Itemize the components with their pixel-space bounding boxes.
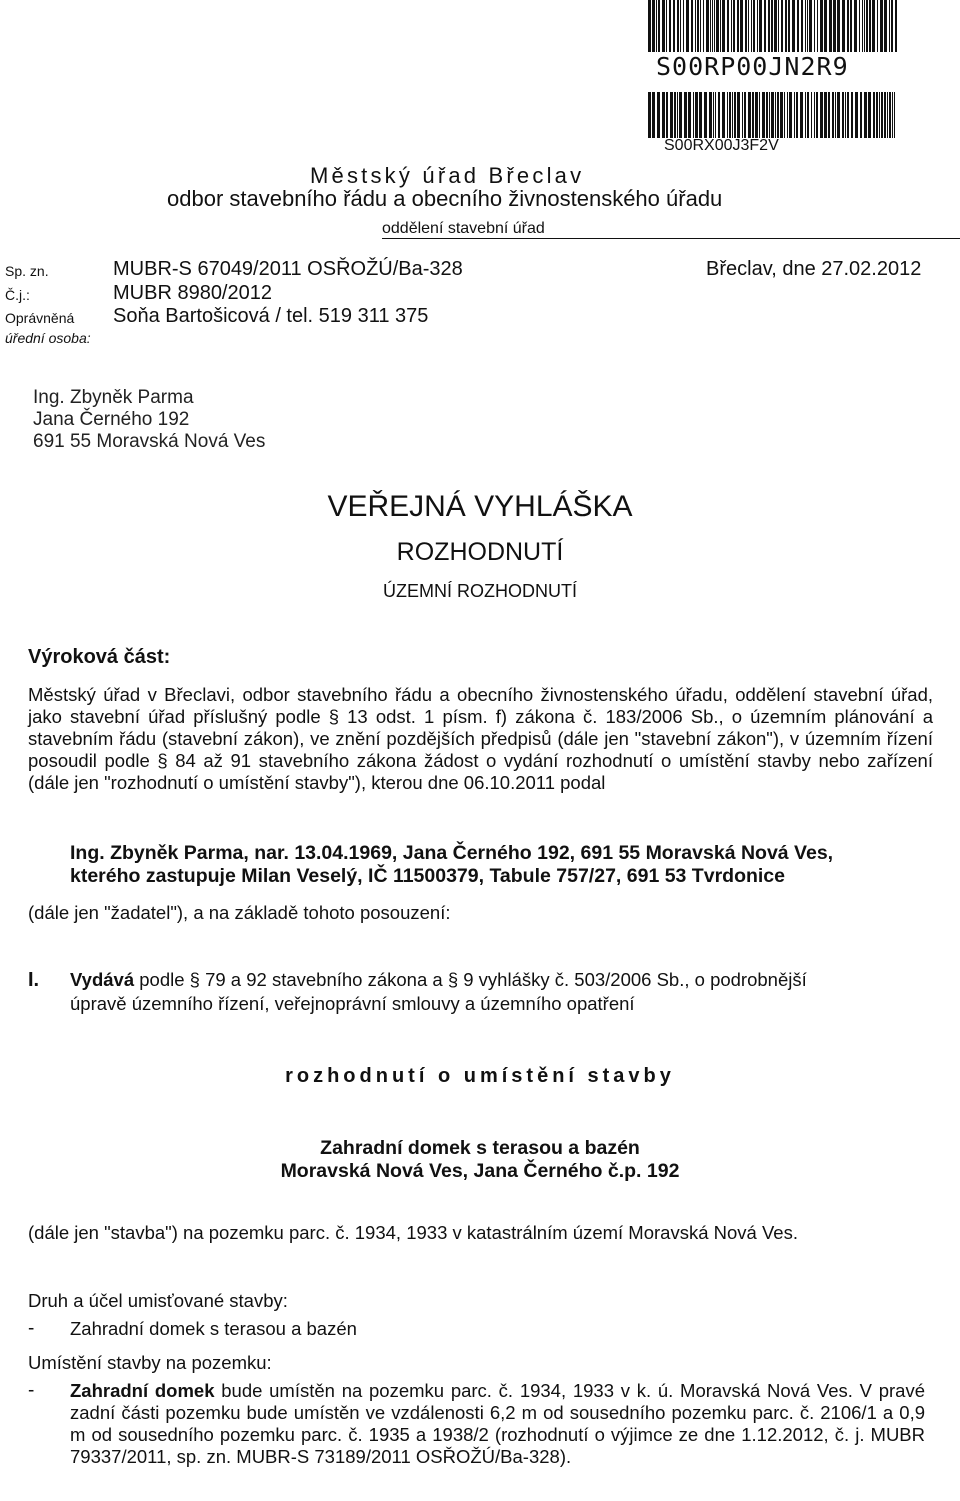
barcode-bar: [847, 0, 849, 52]
sp-zn-value: MUBR-S 67049/2011 OSŘOŽÚ/Ba-328: [113, 258, 463, 280]
placement-bold: Zahradní domek: [70, 1380, 215, 1401]
recipient-street: Jana Černého 192: [33, 409, 190, 430]
barcode-bar: [873, 92, 875, 138]
barcode-bar: [684, 92, 687, 138]
barcode-bar: [745, 0, 747, 52]
cj-value: MUBR 8980/2012: [113, 282, 272, 304]
barcode-bar: [864, 0, 865, 52]
barcode-bar: [829, 0, 832, 52]
barcode-bar: [887, 92, 888, 138]
barcode-bar: [785, 0, 787, 52]
barcode-bar: [748, 92, 751, 138]
barcode-bar: [766, 92, 768, 138]
barcode-bar: [778, 0, 779, 52]
title-public-notice: VEŘEJNÁ VYHLÁŠKA: [327, 490, 633, 523]
barcode-bar: [695, 0, 696, 52]
barcode-bar: [691, 0, 693, 52]
purpose-heading: Druh a účel umisťované stavby:: [28, 1290, 288, 1311]
barcode-bar: [884, 92, 886, 138]
header-divider: [382, 238, 960, 239]
barcode-bar: [732, 92, 733, 138]
barcode-bar: [683, 0, 684, 52]
barcode-bar: [757, 0, 758, 52]
barcode-bar: [697, 0, 699, 52]
barcode-bar: [733, 0, 735, 52]
intro-paragraph: Městský úřad v Břeclavi, odbor stavebního řádu a obecního živnostenského úřadu, oddělení stavební úřad, jako stavební úřad příslušný podle § 13 odst. 1 písm. f) zákona č. 183/2006 Sb., o územním plánování a stavebním řádu (stavební zákon), ve znění pozdějších předpisů (dále jen "stavební zákon"), v územním řízení posoudil podle § 84 až 91 stavebního zákona žádost o vydání rozhodnutí o umístění stavby nebo zařízení (dále jen "rozhodnutí o umístění stavby"), kterou dne 06.10.2011 podal: [28, 684, 933, 793]
barcode-bar: [889, 92, 891, 138]
barcode-bar: [768, 0, 770, 52]
barcode-bar: [794, 92, 795, 138]
barcode-bar: [864, 92, 867, 138]
barcode-code-top: S00RP00JN2R9: [656, 52, 849, 81]
barcode-bar: [722, 0, 725, 52]
barcode-bar: [709, 92, 712, 138]
barcode-bar: [740, 0, 743, 52]
barcode-bar: [892, 92, 893, 138]
placement-bullet: -: [28, 1380, 35, 1401]
barcode-bar: [850, 0, 852, 52]
barcode-bar: [820, 0, 823, 52]
barcode-bar: [652, 92, 655, 138]
barcode-bar: [774, 0, 777, 52]
barcode-bar: [784, 92, 785, 138]
item-line-2: úpravě územního řízení, veřejnoprávní smlouvy a územního opatření: [70, 993, 635, 1014]
barcode-bar: [788, 0, 790, 52]
barcode-bar: [775, 92, 776, 138]
barcode-bar: [895, 0, 897, 52]
item-number: I.: [28, 969, 40, 991]
applicant-line-2: kterého zastupuje Milan Veselý, IČ 11500379, Tabule 757/27, 691 53 Tvrdonice: [70, 865, 785, 887]
placement-heading: Umístění stavby na pozemku:: [28, 1352, 272, 1373]
barcode-bar: [695, 92, 698, 138]
barcode-bar: [854, 0, 857, 52]
barcode-bar: [820, 92, 823, 138]
barcode-bar: [648, 0, 651, 52]
barcode-bar: [801, 0, 803, 52]
barcode-bar: [716, 0, 719, 52]
barcode-bar: [734, 92, 736, 138]
barcode-bar: [688, 92, 691, 138]
barcode-bar: [832, 92, 834, 138]
barcode-bar: [769, 92, 770, 138]
barcode-bar: [727, 92, 728, 138]
barcode-bar: [706, 0, 709, 52]
barcode-bar: [807, 0, 808, 52]
barcode-bar: [742, 92, 743, 138]
item-line-1: [70, 969, 940, 991]
barcode-bar: [737, 0, 739, 52]
office-department: odbor stavebního řádu a obecního živnostenského úřadu: [167, 186, 723, 211]
barcode-bar: [658, 0, 660, 52]
barcode-bar: [712, 0, 713, 52]
barcode-bar: [657, 92, 660, 138]
barcode-bar: [714, 0, 715, 52]
barcode-bar: [842, 0, 845, 52]
barcode-bar: [737, 92, 740, 138]
barcode-bar: [796, 92, 798, 138]
barcode-bar: [837, 92, 840, 138]
barcode-bar: [648, 92, 651, 138]
barcode-bar: [837, 0, 840, 52]
barcode-bar: [876, 92, 878, 138]
barcode-bar: [669, 0, 671, 52]
barcode-bar: [662, 92, 665, 138]
title-territorial-decision: ÚZEMNÍ ROZHODNUTÍ: [383, 581, 577, 601]
barcode-bar: [869, 0, 871, 52]
official-value: Soňa Bartošicová / tel. 519 311 375: [113, 305, 429, 327]
barcode-bar: [805, 92, 806, 138]
cj-label: Č.j.:: [5, 287, 30, 303]
barcode-bar: [744, 92, 746, 138]
recipient-city: 691 55 Moravská Nová Ves: [33, 431, 266, 452]
barcode-bar: [814, 92, 815, 138]
barcode-bar: [753, 0, 755, 52]
barcode-bar: [880, 0, 883, 52]
barcode-bar: [713, 92, 714, 138]
applicant-suffix: (dále jen "žadatel"), a na základě tohoto posouzení:: [28, 902, 451, 923]
purpose-bullet: -: [28, 1318, 35, 1339]
barcode-bar: [868, 92, 871, 138]
barcode-bar: [797, 0, 799, 52]
barcode-bar: [789, 92, 792, 138]
barcode-bar: [764, 0, 766, 52]
barcode-bar: [703, 0, 704, 52]
barcode-bar: [814, 0, 815, 52]
barcode-bar: [704, 92, 707, 138]
barcode-bar: [771, 0, 773, 52]
barcode-bar: [835, 92, 836, 138]
item-verb: Vydává: [70, 969, 135, 990]
barcode-bar: [718, 92, 720, 138]
barcode-bar: [748, 0, 749, 52]
barcode-bar: [680, 0, 681, 52]
barcode-bar: [855, 92, 858, 138]
barcode-bar: [729, 92, 731, 138]
office-title: Městský úřad Břeclav: [310, 163, 585, 188]
barcode-bar: [673, 0, 675, 52]
barcode-bar: [652, 0, 655, 52]
barcode-bar: [670, 92, 673, 138]
barcode-bar: [674, 92, 676, 138]
item-text-1: podle § 79 a 92 stavebního zákona a § 9 vyhlášky č. 503/2006 Sb., o podrobnější: [134, 969, 807, 990]
building-name-1: Zahradní domek s terasou a bazén: [320, 1137, 640, 1159]
barcode-bar: [805, 0, 806, 52]
barcode-bar: [662, 0, 665, 52]
barcode-bar: [828, 92, 830, 138]
barcode-bar: [759, 0, 762, 52]
barcode-bar: [752, 92, 754, 138]
official-label-1: Oprávněná: [5, 310, 75, 326]
barcode-bar: [693, 92, 694, 138]
barcode-bar: [842, 92, 844, 138]
barcode-bar: [807, 92, 809, 138]
barcode-bar: [833, 0, 836, 52]
barcode-block: [618, 0, 908, 160]
placement-text: bude umístěn na pozemku parc. č. 1934, 1933 v k. ú. Moravská Nová Ves. V pravé zadní části pozemku bude umístěn ve vzdálenosti 6,2 m od sousedního pozemku parc. č. 2106/1 a 0,9 m od sousedního pozemku parc. č. 1935 a 1938/2 (rozhodnutí o výjimce ze dne 1.12.2012, č. j. MUBR 79337/2011, sp. zn. MUBR-S 73189/2011 OSŘOŽÚ/Ba-328).: [70, 1380, 926, 1467]
barcode-bar: [656, 0, 657, 52]
official-label-2: úřední osoba:: [5, 330, 91, 346]
barcode-bar: [811, 92, 812, 138]
placement-paragraph: [70, 1380, 925, 1468]
barcode-bar: [762, 92, 765, 138]
barcode-bar: [891, 0, 893, 52]
barcode-bar: [866, 0, 868, 52]
barcode-bar: [862, 0, 863, 52]
barcode-bar: [894, 92, 895, 138]
barcode-bar: [816, 92, 818, 138]
barcode-bar: [755, 92, 758, 138]
recipient-name: Ing. Zbyněk Parma: [33, 387, 194, 408]
barcode-bar: [666, 0, 667, 52]
barcode-bar: [759, 92, 760, 138]
barcode-bar: [715, 92, 716, 138]
barcode-bar: [824, 0, 827, 52]
barcode-bar: [817, 0, 818, 52]
barcode-bar: [884, 0, 887, 52]
barcode-bar: [881, 92, 883, 138]
barcode-bar: [710, 0, 711, 52]
section-heading: Výroková část:: [28, 646, 171, 668]
barcode-bar: [824, 92, 827, 138]
barcode-bar: [722, 92, 725, 138]
barcode-bar: [780, 92, 783, 138]
barcode-bar: [800, 92, 803, 138]
barcode-bar: [845, 92, 846, 138]
barcode-bar: [777, 92, 779, 138]
sp-zn-label: Sp. zn.: [5, 263, 49, 279]
barcode-bar: [751, 0, 752, 52]
applicant-line-1: Ing. Zbyněk Parma, nar. 13.04.1969, Jana Černého 192, 691 55 Moravská Nová Ves,: [70, 842, 834, 864]
barcode-bar: [879, 92, 880, 138]
barcode-top-bars: [648, 0, 898, 52]
barcode-bar: [731, 0, 732, 52]
barcode-bar: [677, 0, 679, 52]
barcode-bar: [787, 92, 788, 138]
building-name-2: Moravská Nová Ves, Jana Černého č.p. 192: [280, 1160, 680, 1182]
barcode-bar: [809, 0, 812, 52]
barcode-bar: [847, 92, 849, 138]
barcode-bar: [677, 92, 678, 138]
barcode-bar: [781, 0, 783, 52]
barcode-bar: [851, 92, 853, 138]
barcode-bar: [727, 0, 729, 52]
barcode-bar: [771, 92, 774, 138]
barcode-bar: [720, 0, 721, 52]
barcode-bar: [679, 92, 682, 138]
office-subdepartment: oddělení stavební úřad: [382, 220, 545, 237]
barcode-bar: [877, 0, 878, 52]
barcode-bar: [700, 0, 701, 52]
barcode-code-bottom: S00RX00J3F2V: [664, 137, 779, 154]
parcel-text: (dále jen "stavba") na pozemku parc. č. 1934, 1933 v katastrálním území Moravská Nová Ves.: [28, 1222, 798, 1243]
barcode-bar: [666, 92, 668, 138]
barcode-bar: [860, 92, 862, 138]
barcode-bar: [872, 0, 875, 52]
title-decision: ROZHODNUTÍ: [396, 538, 564, 566]
decision-heading: rozhodnutí o umístění stavby: [285, 1065, 675, 1087]
barcode-bottom-bars: [648, 92, 898, 138]
barcode-bar: [889, 0, 890, 52]
barcode-bar: [792, 0, 795, 52]
barcode-bar: [686, 0, 689, 52]
purpose-item: Zahradní domek s terasou a bazén: [70, 1318, 357, 1339]
barcode-bar: [699, 92, 702, 138]
document-date: Břeclav, dne 27.02.2012: [706, 258, 922, 280]
barcode-bar: [859, 0, 860, 52]
